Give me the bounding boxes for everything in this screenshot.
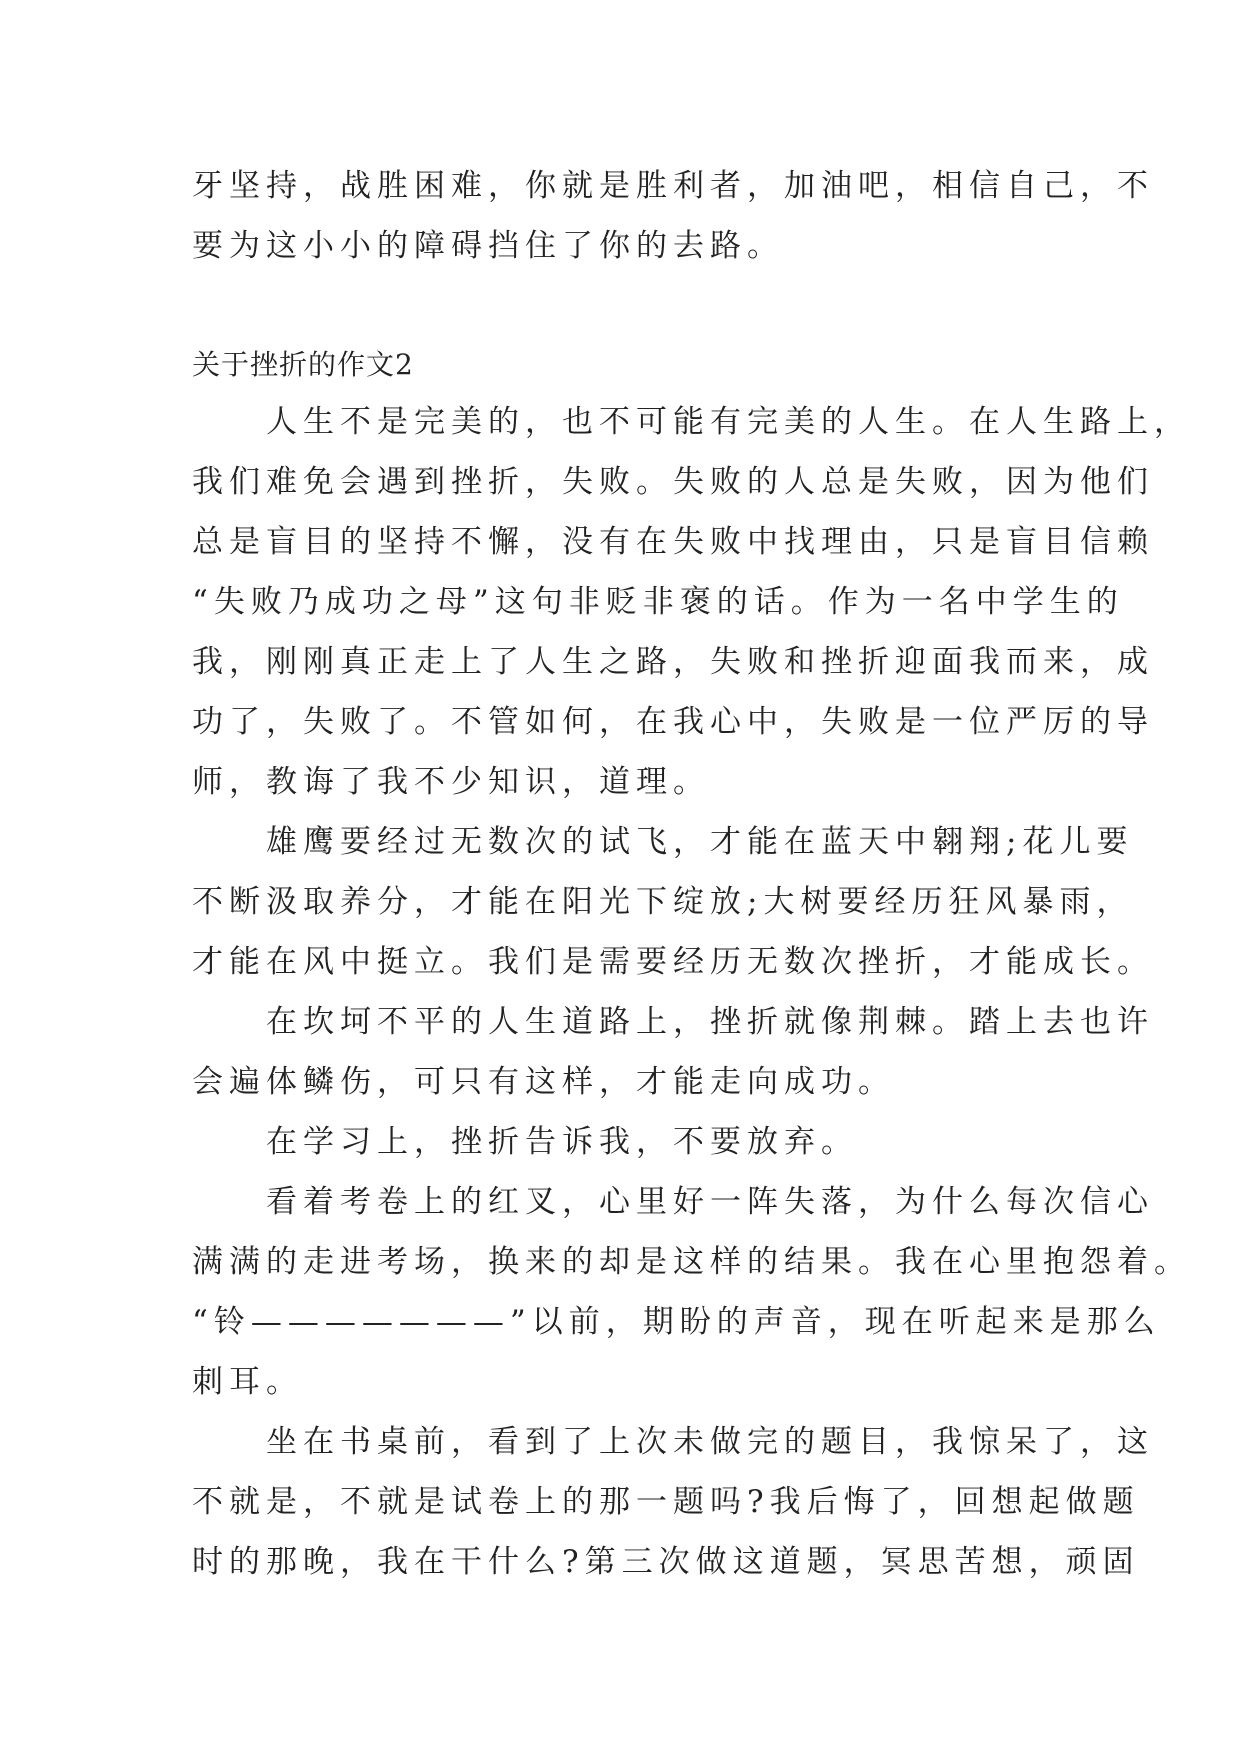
text-line: 坐在书桌前，看到了上次未做完的题目，我惊呆了，这: [192, 1424, 1154, 1460]
text-line: “铃———————”以前，期盼的声音，现在听起来是那么: [192, 1304, 1161, 1340]
section-heading: 关于挫折的作文2: [192, 348, 414, 381]
text-line: 时的那晚，我在干什么?第三次做这道题，冥思苦想，顽固: [192, 1544, 1140, 1580]
text-line: 雄鹰要经过无数次的试飞，才能在蓝天中翱翔;花儿要: [192, 824, 1134, 860]
text-line: 不就是，不就是试卷上的那一题吗?我后悔了，回想起做题: [192, 1484, 1140, 1520]
text-line: 刺耳。: [192, 1364, 303, 1400]
text-line: 要为这小小的障碍挡住了你的去路。: [192, 228, 784, 264]
text-line: 不断汲取养分，才能在阳光下绽放;大树要经历狂风暴雨，: [192, 884, 1134, 920]
text-line: 在坎坷不平的人生道路上，挫折就像荆棘。踏上去也许: [192, 1004, 1154, 1040]
text-line: 在学习上，挫折告诉我，不要放弃。: [192, 1124, 858, 1160]
text-line: 满满的走进考场，换来的却是这样的结果。我在心里抱怨着。: [192, 1244, 1191, 1280]
text-line: 人生不是完美的，也不可能有完美的人生。在人生路上，: [192, 404, 1191, 440]
text-line: 师，教诲了我不少知识，道理。: [192, 764, 710, 800]
text-line: 功了，失败了。不管如何，在我心中，失败是一位严厉的导: [192, 704, 1154, 740]
text-line: 牙坚持，战胜困难，你就是胜利者，加油吧，相信自己，不: [192, 168, 1154, 204]
text-line: 才能在风中挺立。我们是需要经历无数次挫折，才能成长。: [192, 944, 1154, 980]
text-line: 我，刚刚真正走上了人生之路，失败和挫折迎面我而来，成: [192, 644, 1154, 680]
text-line: 总是盲目的坚持不懈，没有在失败中找理由，只是盲目信赖: [192, 524, 1154, 560]
text-line: “失败乃成功之母”这句非贬非褒的话。作为一名中学生的: [192, 584, 1124, 620]
text-line: 看着考卷上的红叉，心里好一阵失落，为什么每次信心: [192, 1184, 1154, 1220]
text-line: 会遍体鳞伤，可只有这样，才能走向成功。: [192, 1064, 895, 1100]
text-line: 我们难免会遇到挫折，失败。失败的人总是失败，因为他们: [192, 464, 1154, 500]
